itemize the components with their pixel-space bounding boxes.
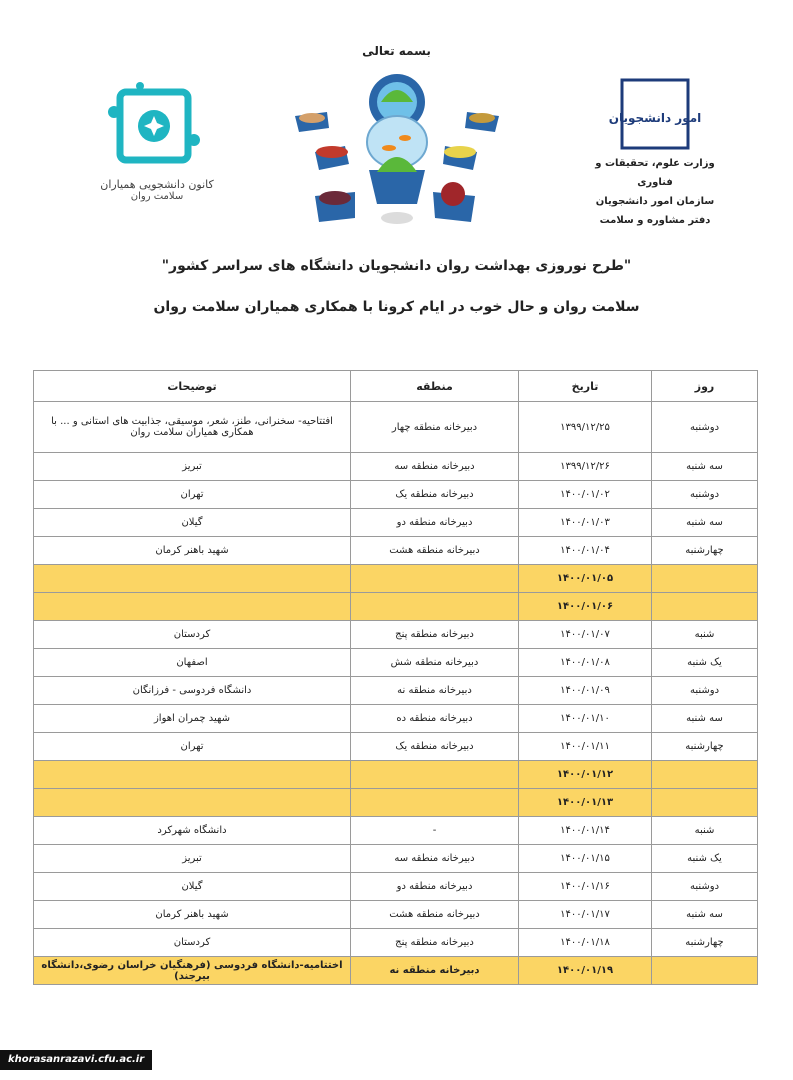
cell-day <box>652 761 758 789</box>
ministry-line-3: دفتر مشاوره و سلامت <box>599 215 711 226</box>
cell-day: چهارشنبه <box>652 929 758 957</box>
cell-date: ۱۴۰۰/۰۱/۰۲ <box>519 481 652 509</box>
cell-notes: افتتاحیه- سخنرانی، طنز، شعر، موسیقی، جذابیت های استانی و ... با همکاری همیاران سلامت روان <box>34 402 351 453</box>
table-row <box>34 537 758 565</box>
table-row <box>34 677 758 705</box>
cell-notes: گیلان <box>34 509 351 537</box>
cell-notes: کردستان <box>34 929 351 957</box>
table-row <box>34 481 758 509</box>
cell-date: ۱۳۹۹/۱۲/۲۵ <box>519 402 652 453</box>
cell-notes <box>34 789 351 817</box>
table-row <box>34 453 758 481</box>
cell-notes: اختتامیه-دانشگاه فردوسی (فرهنگیان خراسان رضوی،دانشگاه بیرجند) <box>34 957 351 985</box>
ministry-logo <box>585 78 725 230</box>
cell-date: ۱۴۰۰/۰۱/۰۶ <box>519 593 652 621</box>
association-emblem-icon <box>106 82 202 172</box>
cell-day: دوشنبه <box>652 402 758 453</box>
cell-region: دبیرخانه منطقه دو <box>351 509 519 537</box>
cell-notes: شهید چمران اهواز <box>34 705 351 733</box>
header-notes: توضیحات <box>34 371 351 402</box>
cell-notes: اصفهان <box>34 649 351 677</box>
cell-day: سه شنبه <box>652 453 758 481</box>
table-header-row <box>34 371 758 402</box>
cell-date: ۱۴۰۰/۰۱/۰۸ <box>519 649 652 677</box>
cell-region: دبیرخانه منطقه ده <box>351 705 519 733</box>
cell-day: یک شنبه <box>652 845 758 873</box>
cell-notes: دانشگاه فردوسی - فرزانگان <box>34 677 351 705</box>
cell-day <box>652 957 758 985</box>
cell-region: دبیرخانه منطقه نه <box>351 677 519 705</box>
cell-notes <box>34 761 351 789</box>
cell-notes: شهید باهنر کرمان <box>34 901 351 929</box>
cell-date: ۱۴۰۰/۰۱/۰۹ <box>519 677 652 705</box>
cell-day: چهارشنبه <box>652 537 758 565</box>
cell-day: دوشنبه <box>652 677 758 705</box>
cell-region <box>351 789 519 817</box>
cell-region: دبیرخانه منطقه چهار <box>351 402 519 453</box>
cell-day <box>652 565 758 593</box>
table-row <box>34 873 758 901</box>
table-row <box>34 929 758 957</box>
basmala: بسمه تعالی <box>362 44 431 58</box>
cell-notes: تهران <box>34 733 351 761</box>
cell-date: ۱۴۰۰/۰۱/۱۱ <box>519 733 652 761</box>
association-name: کانون دانشجویی همیاران <box>100 178 214 191</box>
cell-day <box>652 789 758 817</box>
cell-region: دبیرخانه منطقه شش <box>351 649 519 677</box>
cell-date: ۱۴۰۰/۰۱/۱۵ <box>519 845 652 873</box>
cell-day: سه شنبه <box>652 705 758 733</box>
cell-region: دبیرخانه منطقه دو <box>351 873 519 901</box>
footer <box>0 1034 793 1080</box>
cell-day: سه شنبه <box>652 901 758 929</box>
ministry-line-1: وزارت علوم، تحقیقات و فناوری <box>595 158 715 188</box>
source-watermark: khorasanrazavi.cfu.ac.ir <box>0 1050 152 1070</box>
cell-region <box>351 565 519 593</box>
table-row <box>34 649 758 677</box>
cell-date: ۱۴۰۰/۰۱/۱۹ <box>519 957 652 985</box>
cell-day: شنبه <box>652 621 758 649</box>
cell-notes: تبریز <box>34 453 351 481</box>
cell-region: دبیرخانه منطقه یک <box>351 481 519 509</box>
cell-date: ۱۴۰۰/۰۱/۱۴ <box>519 817 652 845</box>
cell-notes: شهید باهنر کرمان <box>34 537 351 565</box>
cell-notes: گیلان <box>34 873 351 901</box>
cell-day: سه شنبه <box>652 509 758 537</box>
cell-date: ۱۴۰۰/۰۱/۱۶ <box>519 873 652 901</box>
cell-date: ۱۴۰۰/۰۱/۱۳ <box>519 789 652 817</box>
cell-region <box>351 593 519 621</box>
holiday-row <box>34 593 758 621</box>
ministry-emblem-text: امور دانشجویان <box>608 111 702 125</box>
cell-day: دوشنبه <box>652 873 758 901</box>
cell-date: ۱۴۰۰/۰۱/۱۸ <box>519 929 652 957</box>
cell-notes: تبریز <box>34 845 351 873</box>
cell-date: ۱۴۰۰/۰۱/۰۵ <box>519 565 652 593</box>
cell-date: ۱۳۹۹/۱۲/۲۶ <box>519 453 652 481</box>
cell-day: چهارشنبه <box>652 733 758 761</box>
header-date: تاریخ <box>519 371 652 402</box>
ministry-emblem-icon <box>608 78 702 150</box>
cell-region: دبیرخانه منطقه سه <box>351 845 519 873</box>
haftsin-icon <box>285 72 510 242</box>
cell-region: دبیرخانه منطقه پنج <box>351 621 519 649</box>
page-subtitle: سلامت روان و حال خوب در ایام کرونا با همکاری همیاران سلامت روان <box>153 299 640 315</box>
cell-notes <box>34 565 351 593</box>
table-row <box>34 817 758 845</box>
cell-day: شنبه <box>652 817 758 845</box>
haftsin-illustration <box>285 72 510 242</box>
cell-date: ۱۴۰۰/۰۱/۰۷ <box>519 621 652 649</box>
table-row <box>34 705 758 733</box>
cell-date: ۱۴۰۰/۰۱/۱۷ <box>519 901 652 929</box>
holiday-row <box>34 789 758 817</box>
cell-notes: دانشگاه شهرکرد <box>34 817 351 845</box>
page-title: "طرح نوروزی بهداشت روان دانشجویان دانشگاه های سراسر کشور" <box>161 258 632 274</box>
cell-date: ۱۴۰۰/۰۱/۰۴ <box>519 537 652 565</box>
cell-region: دبیرخانه منطقه هشت <box>351 537 519 565</box>
cell-region: دبیرخانه منطقه هشت <box>351 901 519 929</box>
cell-notes: کردستان <box>34 621 351 649</box>
cell-region: دبیرخانه منطقه پنج <box>351 929 519 957</box>
cell-region <box>351 761 519 789</box>
closing-row <box>34 957 758 985</box>
cell-region: دبیرخانه منطقه سه <box>351 453 519 481</box>
cell-day: دوشنبه <box>652 481 758 509</box>
cell-region: دبیرخانه منطقه یک <box>351 733 519 761</box>
cell-region: دبیرخانه منطقه نه <box>351 957 519 985</box>
header-region: منطقه <box>351 371 519 402</box>
table-row <box>34 845 758 873</box>
table-row <box>34 509 758 537</box>
cell-notes <box>34 593 351 621</box>
association-subtitle: سلامت روان <box>130 191 184 202</box>
table-row <box>34 621 758 649</box>
cell-region: - <box>351 817 519 845</box>
cell-date: ۱۴۰۰/۰۱/۱۲ <box>519 761 652 789</box>
schedule-table <box>33 370 758 985</box>
table-row <box>34 402 758 453</box>
cell-date: ۱۴۰۰/۰۱/۰۳ <box>519 509 652 537</box>
holiday-row <box>34 761 758 789</box>
student-association-logo <box>92 82 222 202</box>
cell-notes: تهران <box>34 481 351 509</box>
table-row <box>34 901 758 929</box>
holiday-row <box>34 565 758 593</box>
header-day: روز <box>652 371 758 402</box>
ministry-line-2: سازمان امور دانشجویان <box>595 196 715 207</box>
cell-day: یک شنبه <box>652 649 758 677</box>
table-row <box>34 733 758 761</box>
cell-date: ۱۴۰۰/۰۱/۱۰ <box>519 705 652 733</box>
cell-day <box>652 593 758 621</box>
